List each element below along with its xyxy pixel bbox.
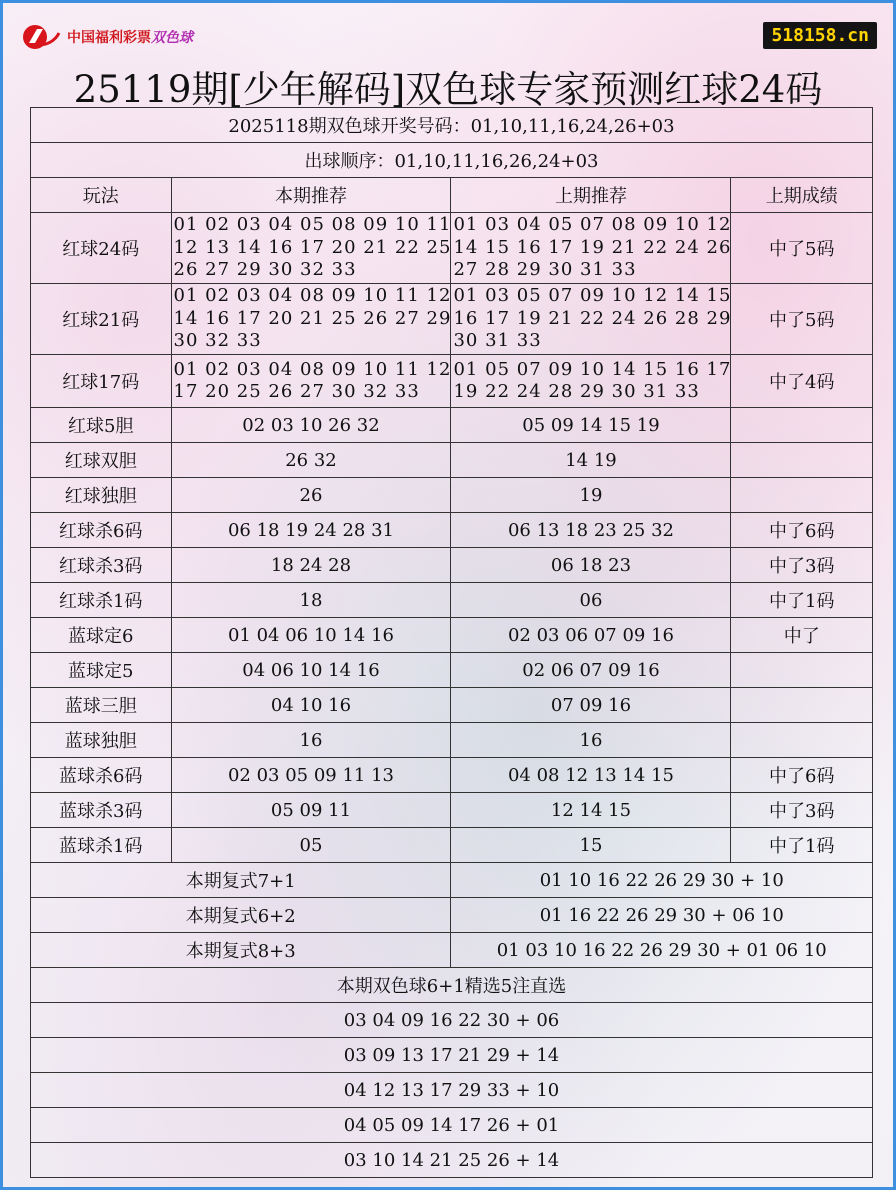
play-type: 红球独胆: [31, 478, 172, 513]
previous-recommendation: 16: [451, 723, 731, 758]
current-recommendation: 02 03 05 09 11 13: [171, 758, 451, 793]
previous-recommendation: 04 08 12 13 14 15: [451, 758, 731, 793]
previous-result: 中了6码: [731, 758, 873, 793]
page-title: 25119期[少年解码]双色球专家预测红球24码: [73, 68, 823, 111]
play-type: 蓝球杀6码: [31, 758, 172, 793]
previous-recommendation: 14 19: [451, 443, 731, 478]
previous-result: 中了3码: [731, 793, 873, 828]
current-recommendation: 01 02 03 04 05 08 09 10 11 12 13 14 16 17 20 21 22 25 26 27 29 30 32 33: [171, 213, 451, 284]
column-header-previous: 上期推荐: [451, 178, 731, 213]
previous-recommendation: 01 03 05 07 09 10 12 14 15 16 17 19 21 22 24 26 28 29 30 31 33: [451, 284, 731, 355]
compound-row: [31, 898, 873, 933]
current-recommendation: 05 09 11: [171, 793, 451, 828]
table-row: [31, 618, 873, 653]
current-recommendation: 04 10 16: [171, 688, 451, 723]
table-row: [31, 213, 873, 284]
play-type: 蓝球独胆: [31, 723, 172, 758]
current-recommendation: 18: [171, 583, 451, 618]
current-recommendation: 01 02 03 04 08 09 10 11 12 17 20 25 26 27 30 32 33: [171, 355, 451, 408]
compound-value: 01 10 16 22 26 29 30 + 10: [451, 863, 873, 898]
table-row: [31, 513, 873, 548]
previous-result: 中了4码: [731, 355, 873, 408]
play-type: 蓝球定6: [31, 618, 172, 653]
current-recommendation: 26 32: [171, 443, 451, 478]
previous-result: 中了5码: [731, 213, 873, 284]
previous-result: [731, 723, 873, 758]
pick-row: [31, 1108, 873, 1143]
play-type: 红球17码: [31, 355, 172, 408]
pick-row: [31, 1003, 873, 1038]
previous-recommendation: 06 18 23: [451, 548, 731, 583]
picks-title-row: [31, 968, 873, 1003]
current-recommendation: 01 02 03 04 08 09 10 11 12 14 16 17 20 21 25 26 27 29 30 32 33: [171, 284, 451, 355]
table-row: [31, 723, 873, 758]
table-row: [31, 478, 873, 513]
current-recommendation: 02 03 10 26 32: [171, 408, 451, 443]
previous-recommendation: 01 03 04 05 07 08 09 10 12 14 15 16 17 19 21 22 24 26 27 28 29 30 31 33: [451, 213, 731, 284]
table-row: [31, 688, 873, 723]
draw-numbers: 2025118期双色球开奖号码：01,10,11,16,24,26+03: [31, 108, 873, 143]
draw-numbers-row: [31, 108, 873, 143]
previous-recommendation: 06 13 18 23 25 32: [451, 513, 731, 548]
play-type: 蓝球杀1码: [31, 828, 172, 863]
previous-result: 中了6码: [731, 513, 873, 548]
previous-recommendation: 02 06 07 09 16: [451, 653, 731, 688]
current-recommendation: 05: [171, 828, 451, 863]
previous-result: [731, 653, 873, 688]
play-type: 蓝球杀3码: [31, 793, 172, 828]
compound-label: 本期复式6+2: [31, 898, 451, 933]
table-row: [31, 443, 873, 478]
pick-line: 04 05 09 14 17 26 + 01: [31, 1108, 873, 1143]
compound-row: [31, 933, 873, 968]
previous-result: [731, 443, 873, 478]
pick-line: 03 04 09 16 22 30 + 06: [31, 1003, 873, 1038]
previous-result: 中了3码: [731, 548, 873, 583]
play-type: 红球5胆: [31, 408, 172, 443]
previous-recommendation: 05 09 14 15 19: [451, 408, 731, 443]
picks-title: 本期双色球6+1精选5注直选: [31, 968, 873, 1003]
current-recommendation: 18 24 28: [171, 548, 451, 583]
header-row: [31, 178, 873, 213]
previous-result: 中了: [731, 618, 873, 653]
prediction-table: [30, 107, 873, 1178]
table-row: [31, 793, 873, 828]
current-recommendation: 01 04 06 10 14 16: [171, 618, 451, 653]
play-type: 红球24码: [31, 213, 172, 284]
column-header-current: 本期推荐: [171, 178, 451, 213]
pick-row: [31, 1143, 873, 1178]
site-badge: 518158.cn: [763, 22, 877, 49]
pick-line: 04 12 13 17 29 33 + 10: [31, 1073, 873, 1108]
table-row: [31, 408, 873, 443]
play-type: 红球杀3码: [31, 548, 172, 583]
logo: [21, 23, 193, 51]
previous-recommendation: 07 09 16: [451, 688, 731, 723]
play-type: 红球双胆: [31, 443, 172, 478]
column-header-result: 上期成绩: [731, 178, 873, 213]
previous-result: 中了1码: [731, 828, 873, 863]
previous-result: 中了1码: [731, 583, 873, 618]
column-header-play: 玩法: [31, 178, 172, 213]
previous-result: [731, 408, 873, 443]
previous-recommendation: 01 05 07 09 10 14 15 16 17 19 22 24 28 29 30 31 33: [451, 355, 731, 408]
pick-row: [31, 1073, 873, 1108]
previous-recommendation: 12 14 15: [451, 793, 731, 828]
previous-recommendation: 19: [451, 478, 731, 513]
previous-recommendation: 15: [451, 828, 731, 863]
lottery-logo-icon: [21, 23, 61, 51]
play-type: 蓝球三胆: [31, 688, 172, 723]
logo-text: 中国福利彩票双色球: [67, 30, 193, 46]
pick-line: 03 09 13 17 21 29 + 14: [31, 1038, 873, 1073]
previous-result: [731, 478, 873, 513]
draw-order-row: [31, 143, 873, 178]
table-row: [31, 828, 873, 863]
play-type: 红球杀6码: [31, 513, 172, 548]
compound-value: 01 16 22 26 29 30 + 06 10: [451, 898, 873, 933]
table-row: [31, 583, 873, 618]
current-recommendation: 26: [171, 478, 451, 513]
previous-result: 中了5码: [731, 284, 873, 355]
draw-order: 出球顺序：01,10,11,16,26,24+03: [31, 143, 873, 178]
current-recommendation: 04 06 10 14 16: [171, 653, 451, 688]
table-row: [31, 758, 873, 793]
previous-result: [731, 688, 873, 723]
play-type: 红球杀1码: [31, 583, 172, 618]
compound-value: 01 03 10 16 22 26 29 30 + 01 06 10: [451, 933, 873, 968]
table-row: [31, 355, 873, 408]
play-type: 蓝球定5: [31, 653, 172, 688]
compound-label: 本期复式8+3: [31, 933, 451, 968]
table-row: [31, 548, 873, 583]
table-row: [31, 284, 873, 355]
current-recommendation: 16: [171, 723, 451, 758]
current-recommendation: 06 18 19 24 28 31: [171, 513, 451, 548]
pick-line: 03 10 14 21 25 26 + 14: [31, 1143, 873, 1178]
table-row: [31, 653, 873, 688]
compound-row: [31, 863, 873, 898]
play-type: 红球21码: [31, 284, 172, 355]
previous-recommendation: 06: [451, 583, 731, 618]
previous-recommendation: 02 03 06 07 09 16: [451, 618, 731, 653]
pick-row: [31, 1038, 873, 1073]
compound-label: 本期复式7+1: [31, 863, 451, 898]
